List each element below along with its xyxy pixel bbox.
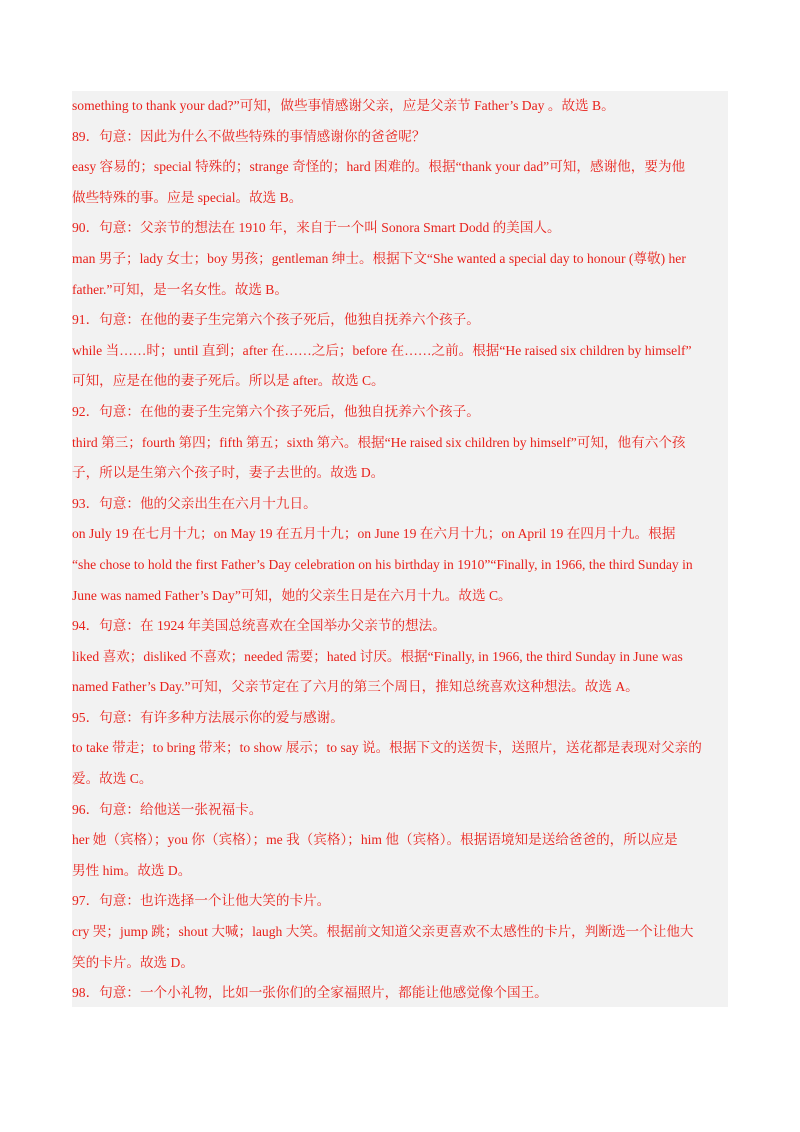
text-line: 做些特殊的事。应是 special。故选 B。 bbox=[72, 189, 303, 205]
text-line: “she chose to hold the first Father’s Day celebration on his birthday in 1910”“Finally, in 1966, the third Sunday in bbox=[72, 556, 693, 572]
text-line: father.”可知，是一名女性。故选 B。 bbox=[72, 281, 288, 297]
text-line: third 第三；fourth 第四；fifth 第五；sixth 第六。根据“He raised six children by himself”可知，他有六个孩 bbox=[72, 434, 686, 450]
text-line: cry 哭；jump 跳；shout 大喊；laugh 大笑。根据前文知道父亲更喜欢不太感性的卡片，判断选一个让他大 bbox=[72, 924, 694, 940]
text-line: to take 带走；to bring 带来；to show 展示；to say 说。根据下文的送贺卡，送照片，送花都是表现对父亲的 bbox=[72, 740, 702, 756]
text-line: 子，所以是生第六个孩子时，妻子去世的。故选 D。 bbox=[72, 465, 385, 481]
text-line: 爱。故选 C。 bbox=[72, 771, 153, 787]
question-heading: 92．句意：在他的妻子生完第六个孩子死后，他独自抚养六个孩子。 bbox=[72, 403, 480, 419]
text-line: on July 19 在七月十九；on May 19 在五月十九；on June 19 在六月十九；on April 19 在四月十九。根据 bbox=[72, 526, 676, 542]
question-heading: 98．句意：一个小礼物，比如一张你们的全家福照片，都能让他感觉像个国王。 bbox=[72, 985, 548, 1001]
document-content bbox=[72, 91, 728, 1007]
text-line: 可知，应是在他的妻子死后。所以是 after。故选 C。 bbox=[72, 373, 385, 389]
text-line: 男性 him。故选 D。 bbox=[72, 862, 192, 878]
text-line: liked 喜欢；disliked 不喜欢；needed 需要；hated 讨厌。根据“Finally, in 1966, the third Sunday in June was bbox=[72, 648, 683, 664]
text-line: June was named Father’s Day”可知，她的父亲生日是在六月十九。故选 C。 bbox=[72, 587, 512, 603]
question-heading: 93．句意：他的父亲出生在六月十九日。 bbox=[72, 495, 317, 511]
question-heading: 91．句意：在他的妻子生完第六个孩子死后，他独自抚养六个孩子。 bbox=[72, 312, 480, 328]
question-heading: 94．句意：在 1924 年美国总统喜欢在全国举办父亲节的想法。 bbox=[72, 618, 446, 634]
text-line: her 她（宾格）；you 你（宾格）；me 我（宾格）；him 他（宾格）。根据语境知是送给爸爸的，所以应是 bbox=[72, 832, 678, 848]
question-heading: 90．句意：父亲节的想法在 1910 年，来自于一个叫 Sonora Smart Dodd 的美国人。 bbox=[72, 220, 561, 236]
text-line: man 男子；lady 女士；boy 男孩；gentleman 绅士。根据下文“She wanted a special day to honour (尊敬) her bbox=[72, 250, 686, 266]
question-heading: 97．句意：也许选择一个让他大笑的卡片。 bbox=[72, 893, 331, 909]
question-heading: 89．句意：因此为什么不做些特殊的事情感谢你的爸爸呢？ bbox=[72, 128, 426, 144]
text-line: named Father’s Day.”可知，父亲节定在了六月的第三个周日，推知总统喜欢这种想法。故选 A。 bbox=[72, 679, 639, 695]
question-heading: 96．句意：给他送一张祝福卡。 bbox=[72, 801, 263, 817]
text-line: while 当……时；until 直到；after 在……之后；before 在……之前。根据“He raised six children by himself” bbox=[72, 342, 692, 358]
text-line: something to thank your dad?”可知，做些事情感谢父亲，应是父亲节 Father’s Day 。故选 B。 bbox=[72, 98, 615, 113]
question-heading: 95．句意：有许多种方法展示你的爱与感谢。 bbox=[72, 709, 344, 725]
text-line: easy 容易的；special 特殊的；strange 奇怪的；hard 困难的。根据“thank your dad”可知，感谢他，要为他 bbox=[72, 159, 686, 175]
text-line: 笑的卡片。故选 D。 bbox=[72, 954, 194, 970]
